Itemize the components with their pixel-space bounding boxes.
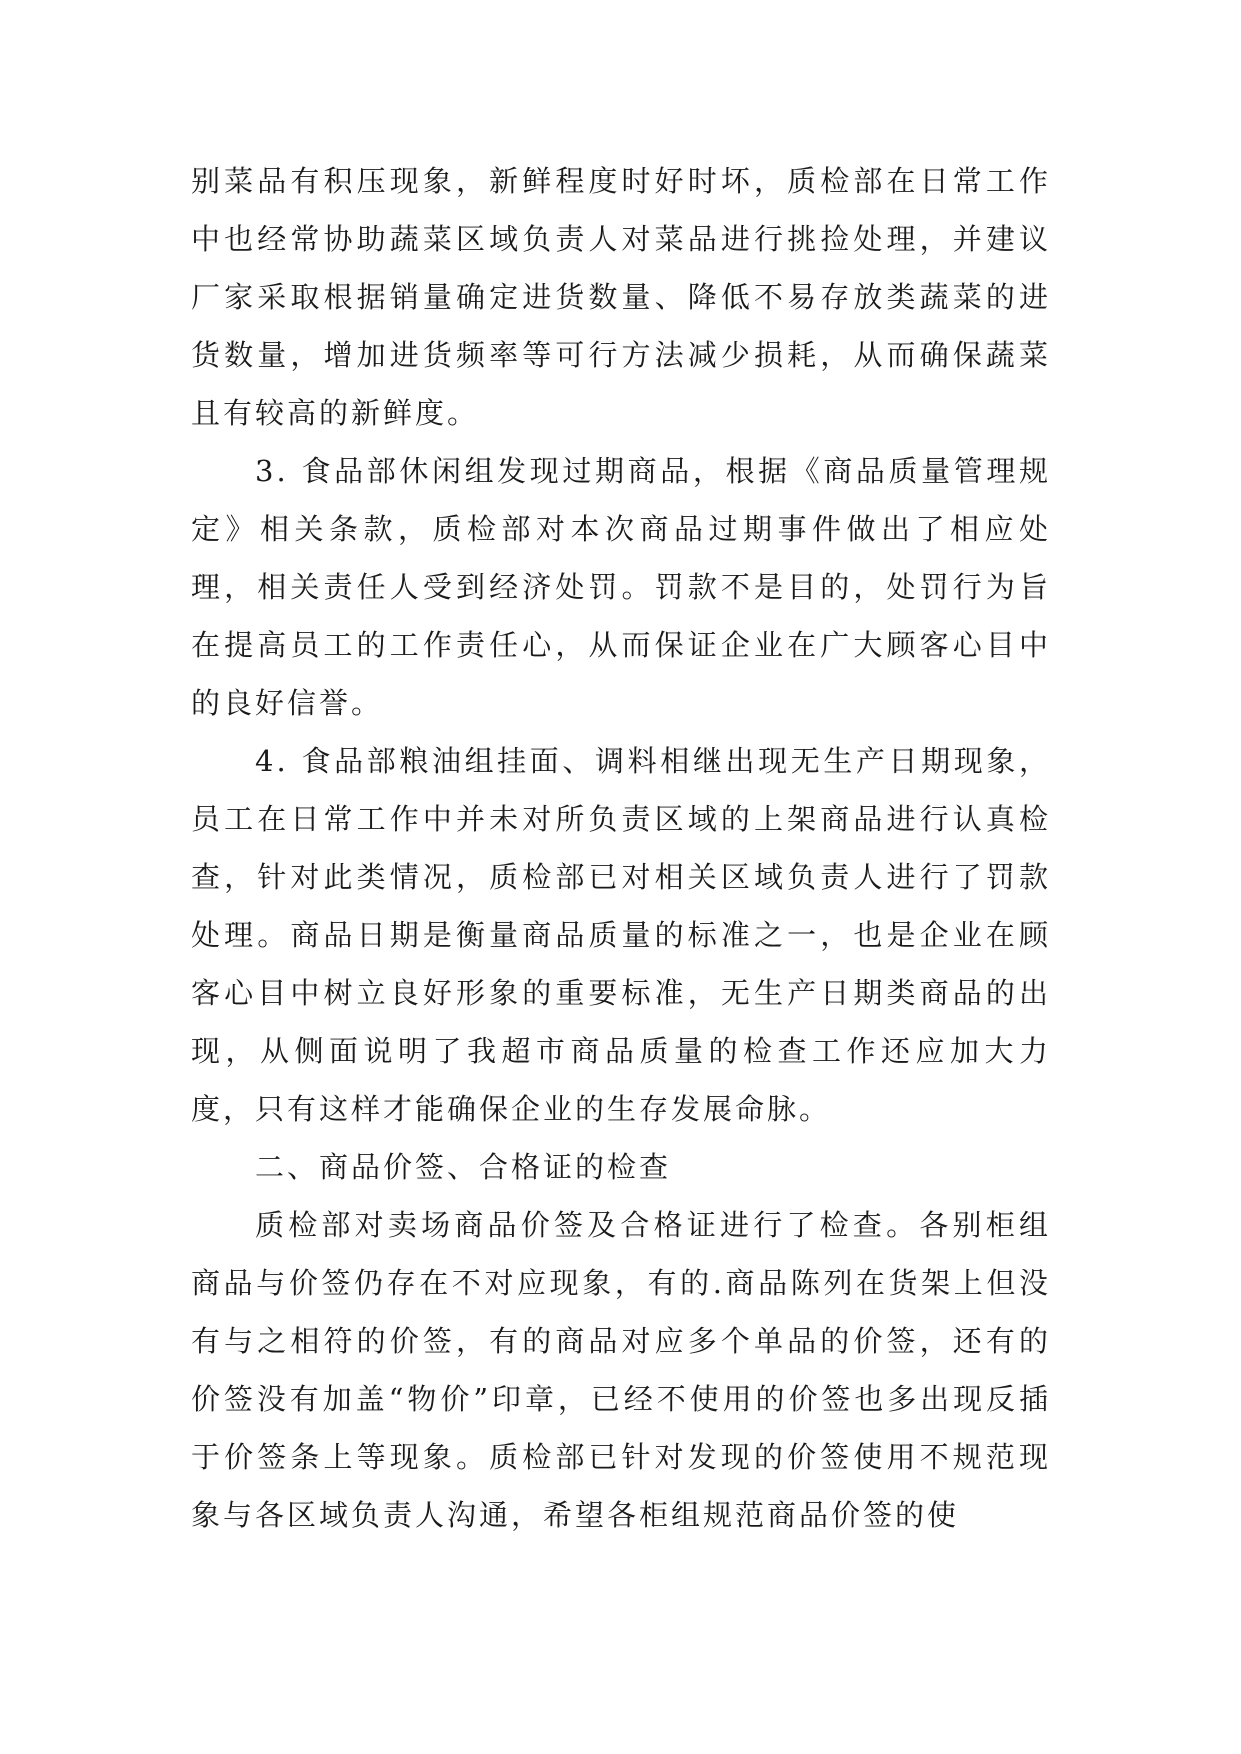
paragraph-price-tag-inspection: 质检部对卖场商品价签及合格证进行了检查。各别柜组商品与价签仍存在不对应现象，有的.商品陈列在货架上但没有与之相符的价签，有的商品对应多个单品的价签，还有的价签没有加盖“物价”印章，已经不使用的价签也多出现反插于价签条上等现象。质检部已针对发现的价签使用不规范现象与各区域负责人沟通，希望各柜组规范商品价签的使 <box>191 1208 1051 1532</box>
paragraph-missing-production-date: 4. 食品部粮油组挂面、调料相继出现无生产日期现象，员工在日常工作中并未对所负责区域的上架商品进行认真检查，针对此类情况，质检部已对相关区域负责人进行了罚款处理。商品日期是衡量商品质量的标准之一，也是企业在顾客心目中树立良好形象的重要标准，无生产日期类商品的出现，从侧面说明了我超市商品质量的检查工作还应加大力度，只有这样才能确保企业的生存发展命脉。 <box>191 744 1051 1126</box>
document-body <box>191 152 1051 1544</box>
paragraph-expired-goods: 3. 食品部休闲组发现过期商品，根据《商品质量管理规定》相关条款，质检部对本次商品过期事件做出了相应处理，相关责任人受到经济处罚。罚款不是目的，处罚行为旨在提高员工的工作责任心，从而保证企业在广大顾客心目中的良好信誉。 <box>191 454 1051 720</box>
section-heading-price-tags: 二、商品价签、合格证的检查 <box>255 1150 672 1184</box>
paragraph-vegetable-freshness: 别菜品有积压现象，新鲜程度时好时坏，质检部在日常工作中也经常协助蔬菜区域负责人对菜品进行挑捡处理，并建议厂家采取根据销量确定进货数量、降低不易存放类蔬菜的进货数量，增加进货频率等可行方法减少损耗，从而确保蔬菜且有较高的新鲜度。 <box>191 164 1051 430</box>
